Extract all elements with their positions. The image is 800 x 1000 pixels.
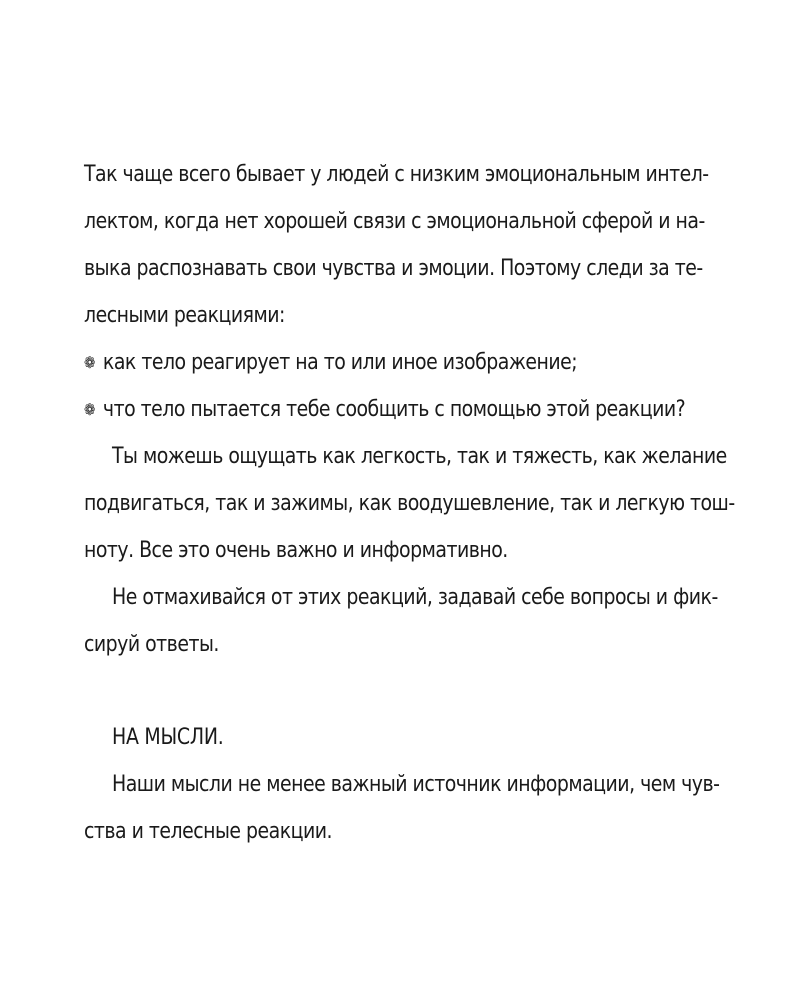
- paragraph-line: ства и телесные реакции.: [84, 819, 333, 844]
- bullet-text: что тело пытается тебе сообщить с помощью этой реакции?: [102, 397, 686, 422]
- section-heading: НА МЫСЛИ.: [112, 725, 224, 750]
- paragraph-line: ноту. Все это очень важно и информативно.: [84, 538, 508, 563]
- bullet-item: [84, 395, 686, 425]
- paragraph-line: лектом, когда нет хорошей связи с эмоциональной сферой и на-: [84, 209, 705, 234]
- paragraph-line: сируй ответы.: [84, 632, 219, 657]
- paragraph-line: Наши мысли не менее важный источник информации, чем чув-: [112, 772, 720, 797]
- paragraph-line: Ты можешь ощущать как легкость, так и тяжесть, как желание: [112, 444, 727, 469]
- paragraph-line: выка распознавать свои чувства и эмоции. Поэтому следи за те-: [84, 256, 703, 281]
- bullet-item: [84, 348, 624, 378]
- bullet-text: как тело реагирует на то или иное изображение;: [102, 350, 578, 375]
- paragraph-line: лесными реакциями:: [84, 303, 285, 328]
- flower-bullet-icon: ❁: [84, 353, 96, 372]
- flower-bullet-icon: ❁: [84, 400, 96, 419]
- paragraph-line: Так чаще всего бывает у людей с низким эмоциональным интел-: [84, 162, 709, 187]
- paragraph-line: подвигаться, так и зажимы, как воодушевление, так и легкую тош-: [84, 491, 735, 516]
- paragraph-line: Не отмахивайся от этих реакций, задавай себе вопросы и фик-: [112, 585, 718, 610]
